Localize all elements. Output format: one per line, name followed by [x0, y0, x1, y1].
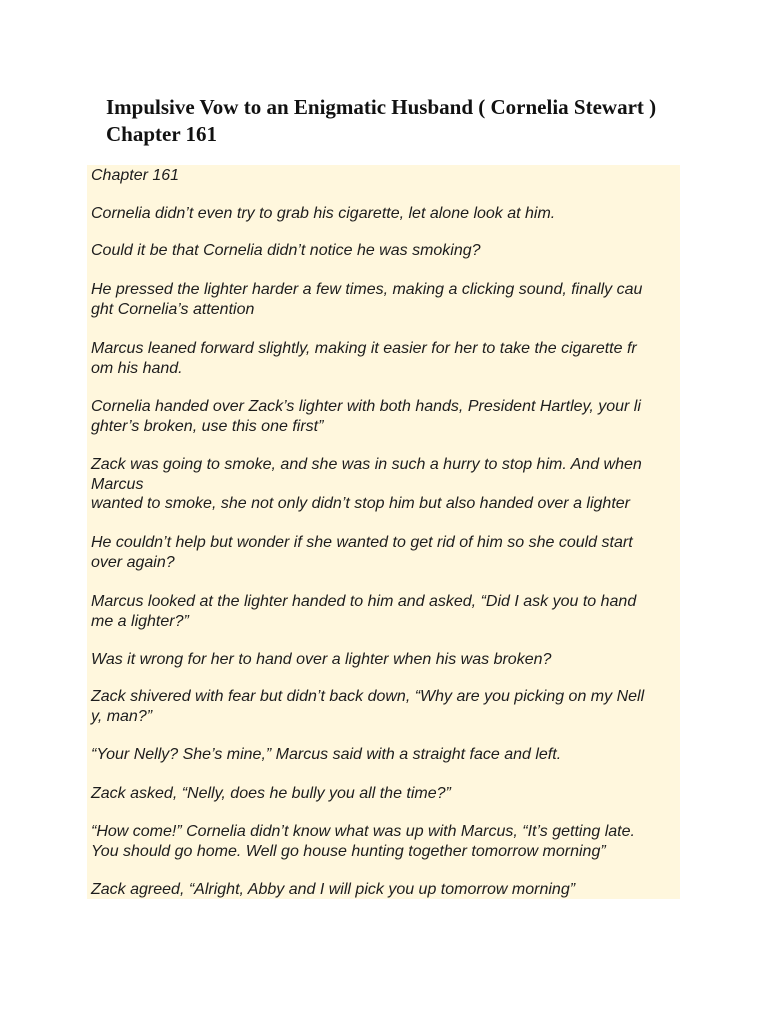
paragraph: He couldn’t help but wonder if she wanted to get rid of him so she could start over again? — [91, 534, 633, 571]
paragraph: Zack was going to smoke, and she was in such a hurry to stop him. And when Marcus wanted to smoke, she not only didn’t stop him but also handed over a lighter — [91, 456, 642, 512]
paragraph: Zack agreed, “Alright, Abby and I will pick you up tomorrow morning” — [91, 881, 576, 898]
paragraph: Zack asked, “Nelly, does he bully you all the time?” — [91, 785, 451, 802]
paragraph: Marcus looked at the lighter handed to him and asked, “Did I ask you to hand me a lighter?” — [91, 593, 637, 630]
paragraph: Cornelia didn’t even try to grab his cigarette, let alone look at him. — [91, 205, 556, 222]
paragraph: “How come!” Cornelia didn’t know what was up with Marcus, “It’s getting late. You should go home. Well go house hunting together tomorrow morning” — [91, 823, 635, 860]
paragraph: “Your Nelly? She’s mine,” Marcus said with a straight face and left. — [91, 746, 562, 763]
paragraph: Marcus leaned forward slightly, making it easier for her to take the cigarette fr om his hand. — [91, 340, 637, 377]
chapter-heading: Chapter 161 — [91, 167, 180, 184]
paragraph: Was it wrong for her to hand over a lighter when his was broken? — [91, 651, 552, 668]
document-title: Impulsive Vow to an Enigmatic Husband ( Cornelia Stewart ) Chapter 161 — [106, 95, 657, 146]
paragraph: Zack shivered with fear but didn’t back down, “Why are you picking on my Nell y, man?” — [91, 688, 645, 725]
paragraph: He pressed the lighter harder a few times, making a clicking sound, finally cau ght Cornelia’s attention — [91, 281, 643, 318]
paragraph: Cornelia handed over Zack’s lighter with both hands, President Hartley, your li ghter’s broken, use this one first” — [91, 398, 641, 435]
paragraph: Could it be that Cornelia didn’t notice he was smoking? — [91, 242, 481, 259]
chapter-content — [87, 165, 680, 899]
